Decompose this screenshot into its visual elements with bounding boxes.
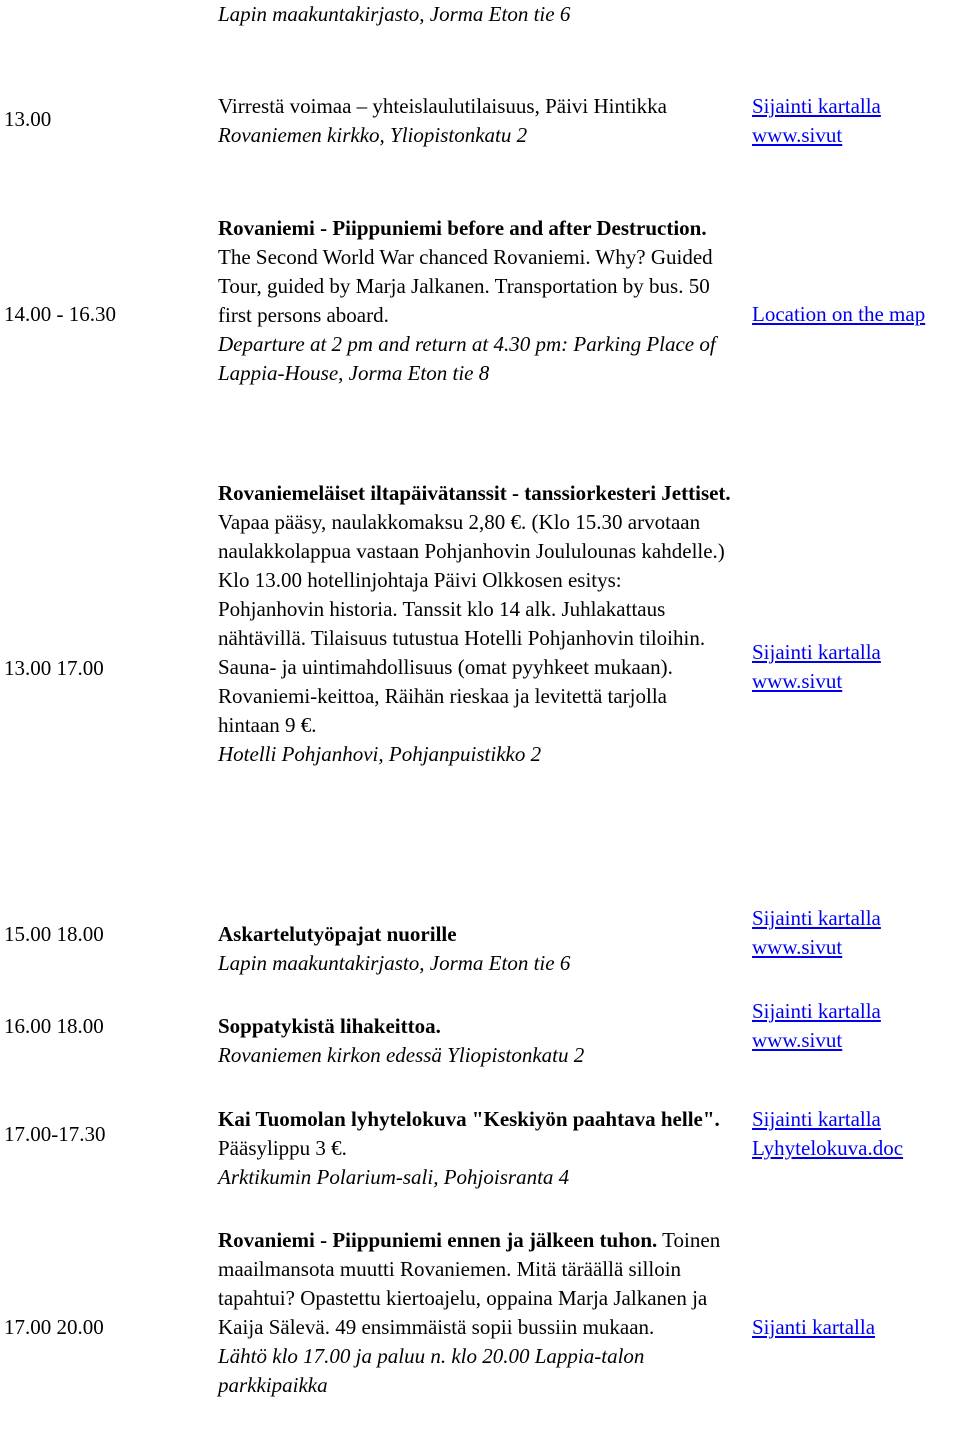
website-link[interactable]: www.sivut bbox=[752, 1028, 843, 1052]
event-description bbox=[218, 479, 733, 769]
event-text: The Second World War chanced Rovaniemi. Why? Guided Tour, guided by Marja Jalkanen. Transportation by bus. 50 first persons aboard. bbox=[218, 245, 713, 327]
event-time: 17.00 20.00 bbox=[4, 1315, 104, 1339]
top-location: Lapin maakuntakirjasto, Jorma Eton tie 6 bbox=[218, 2, 571, 26]
event-links bbox=[752, 1313, 875, 1342]
event-location: Lapin maakuntakirjasto, Jorma Eton tie 6 bbox=[218, 951, 571, 975]
event-time: 14.00 - 16.30 bbox=[4, 302, 116, 326]
event-location: Arktikumin Polarium-sali, Pohjoisranta 4 bbox=[218, 1165, 570, 1189]
event-time: 15.00 18.00 bbox=[4, 922, 104, 946]
event-description bbox=[218, 920, 733, 978]
event-links bbox=[752, 300, 925, 329]
map-link[interactable]: Sijainti kartalla bbox=[752, 640, 881, 664]
map-link[interactable]: Sijainti kartalla bbox=[752, 1107, 881, 1131]
event-description bbox=[218, 1105, 733, 1192]
event-title: Virrestä voimaa – yhteislaulutilaisuus, bbox=[218, 94, 540, 118]
event-links bbox=[752, 638, 881, 696]
event-title: Askartelutyöpajat nuorille bbox=[218, 922, 457, 946]
website-link[interactable]: www.sivut bbox=[752, 669, 843, 693]
event-links bbox=[752, 92, 881, 150]
event-time: 13.00 17.00 bbox=[4, 656, 104, 680]
event-text: Vapaa pääsy, naulakkomaksu 2,80 €. (Klo 15.30 arvotaan naulakkolappua vastaan Pohjanhovin Joululounas kahdelle.) Klo 13.00 hotellinjohtaja Päivi Olkkosen esitys: Pohjanhovin historia. Tanssit klo 14 alk. Juhlakattaus nähtävillä. Tilaisuus tutustua Hotelli Pohjanhovin tiloihin. Sauna- ja uintimahdollisuus (omat pyyhkeet mukaan). Rovaniemi-keittoa, Räihän rieskaa ja levitettä tarjolla hintaan 9 €. bbox=[218, 510, 725, 737]
event-location: Departure at 2 pm and return at 4.30 pm: Parking Place of Lappia-House, Jorma Eton tie 8 bbox=[218, 332, 716, 385]
event-text: Päivi Hintikka bbox=[539, 94, 668, 118]
event-time: 13.00 bbox=[4, 107, 52, 131]
event-description bbox=[218, 92, 733, 150]
event-description bbox=[218, 1226, 733, 1400]
event-text: Toinen maailmansota muutti Rovaniemen. Mitä täräällä silloin tapahtui? Opastettu kiertoajelu, oppaina Marja Jalkanen ja Kaija Sälevä. 49 ensimmäistä sopii bussiin mukaan. bbox=[218, 1228, 721, 1339]
event-time: 17.00-17.30 bbox=[4, 1122, 106, 1146]
event-title: Rovaniemeläiset iltapäivätanssit - tanssiorkesteri Jettiset. bbox=[218, 481, 731, 505]
event-location: Rovaniemen kirkon edessä Yliopistonkatu 2 bbox=[218, 1043, 585, 1067]
event-links bbox=[752, 1105, 903, 1163]
map-link[interactable]: Sijainti kartalla bbox=[752, 906, 881, 930]
website-link[interactable]: www.sivut bbox=[752, 935, 843, 959]
event-location: Hotelli Pohjanhovi, Pohjanpuistikko 2 bbox=[218, 742, 542, 766]
map-link[interactable]: Sijainti kartalla bbox=[752, 999, 881, 1023]
map-link[interactable]: Location on the map bbox=[752, 302, 926, 326]
map-link[interactable]: Sijainti kartalla bbox=[752, 94, 881, 118]
event-text: Pääsylippu 3 €. bbox=[218, 1136, 347, 1160]
event-description bbox=[218, 1012, 733, 1070]
document-link[interactable]: Lyhytelokuva.doc bbox=[752, 1136, 904, 1160]
event-title: Kai Tuomolan lyhytelokuva "Keskiyön paahtava helle". bbox=[218, 1107, 720, 1131]
event-location: Rovaniemen kirkko, Yliopistonkatu 2 bbox=[218, 123, 528, 147]
event-links bbox=[752, 997, 881, 1055]
event-time: 16.00 18.00 bbox=[4, 1014, 104, 1038]
event-title: Rovaniemi - Piippuniemi before and after Destruction. bbox=[218, 216, 707, 240]
event-links bbox=[752, 904, 881, 962]
event-title: Soppatykistä lihakeittoa. bbox=[218, 1014, 441, 1038]
event-location: Lähtö klo 17.00 ja paluu n. klo 20.00 Lappia-talon parkkipaikka bbox=[218, 1344, 645, 1397]
map-link[interactable]: Sijanti kartalla bbox=[752, 1315, 876, 1339]
event-title: Rovaniemi - Piippuniemi ennen ja jälkeen tuhon. bbox=[218, 1228, 658, 1252]
event-description bbox=[218, 214, 733, 388]
website-link[interactable]: www.sivut bbox=[752, 123, 843, 147]
